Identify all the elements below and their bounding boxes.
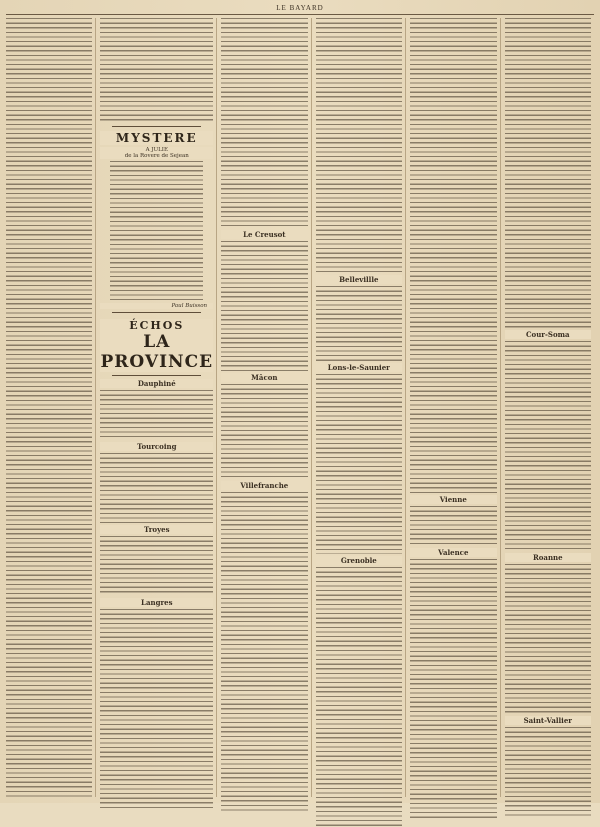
poem-signature: Paul Buisson	[100, 303, 213, 309]
section-heading: Lons-le-Saunier	[316, 363, 402, 372]
section-heading: Vienne	[410, 495, 496, 504]
section-heading: Villefranche	[221, 481, 307, 490]
poem-dedication: A JULIE	[100, 147, 213, 153]
feature-title: MYSTERE	[100, 131, 213, 145]
body-text	[100, 536, 213, 596]
body-text	[316, 286, 402, 361]
section-heading: Saint-Vallier	[505, 716, 591, 725]
body-text	[505, 18, 591, 328]
body-text	[221, 492, 307, 812]
section-heading: Tourcoing	[100, 442, 213, 451]
column-3	[221, 18, 311, 797]
poem-dedication-sub: de la Rovere de Sejean	[100, 153, 213, 159]
body-text	[505, 564, 591, 714]
divider	[112, 375, 201, 376]
body-text	[410, 506, 496, 546]
body-text	[410, 18, 496, 493]
body-text	[6, 18, 92, 797]
section-heading: Dauphiné	[100, 379, 213, 388]
section-heading: Mâcon	[221, 373, 307, 382]
column-6	[505, 18, 594, 797]
body-text	[221, 384, 307, 479]
echos-title: LA PROVINCE	[100, 332, 214, 372]
body-text	[100, 18, 213, 123]
column-5	[410, 18, 500, 797]
poem-body	[110, 161, 203, 301]
divider	[112, 312, 201, 313]
body-text	[316, 18, 402, 273]
section-heading: Le Creusot	[221, 230, 307, 239]
body-text	[221, 241, 307, 371]
section-heading: Troyes	[100, 525, 213, 534]
divider	[112, 126, 201, 127]
column-2	[100, 18, 217, 797]
body-text	[100, 453, 213, 523]
body-text	[100, 390, 213, 440]
section-heading: Bellevillle	[316, 275, 402, 284]
body-text	[410, 559, 496, 819]
section-heading: Cour-Soma	[505, 330, 591, 339]
body-text	[316, 567, 402, 827]
section-heading: Roanne	[505, 553, 591, 562]
columns	[6, 18, 594, 797]
running-head: LE BAYARD	[6, 4, 594, 15]
echos-label: ÉCHOS	[100, 319, 213, 332]
column-4	[316, 18, 406, 797]
section-heading: Grenoble	[316, 556, 402, 565]
body-text	[316, 374, 402, 554]
body-text	[505, 727, 591, 817]
column-1	[6, 18, 96, 797]
body-text	[221, 18, 307, 228]
section-heading: Valence	[410, 548, 496, 557]
body-text	[505, 341, 591, 551]
section-heading: Langres	[100, 598, 213, 607]
body-text	[100, 609, 213, 809]
